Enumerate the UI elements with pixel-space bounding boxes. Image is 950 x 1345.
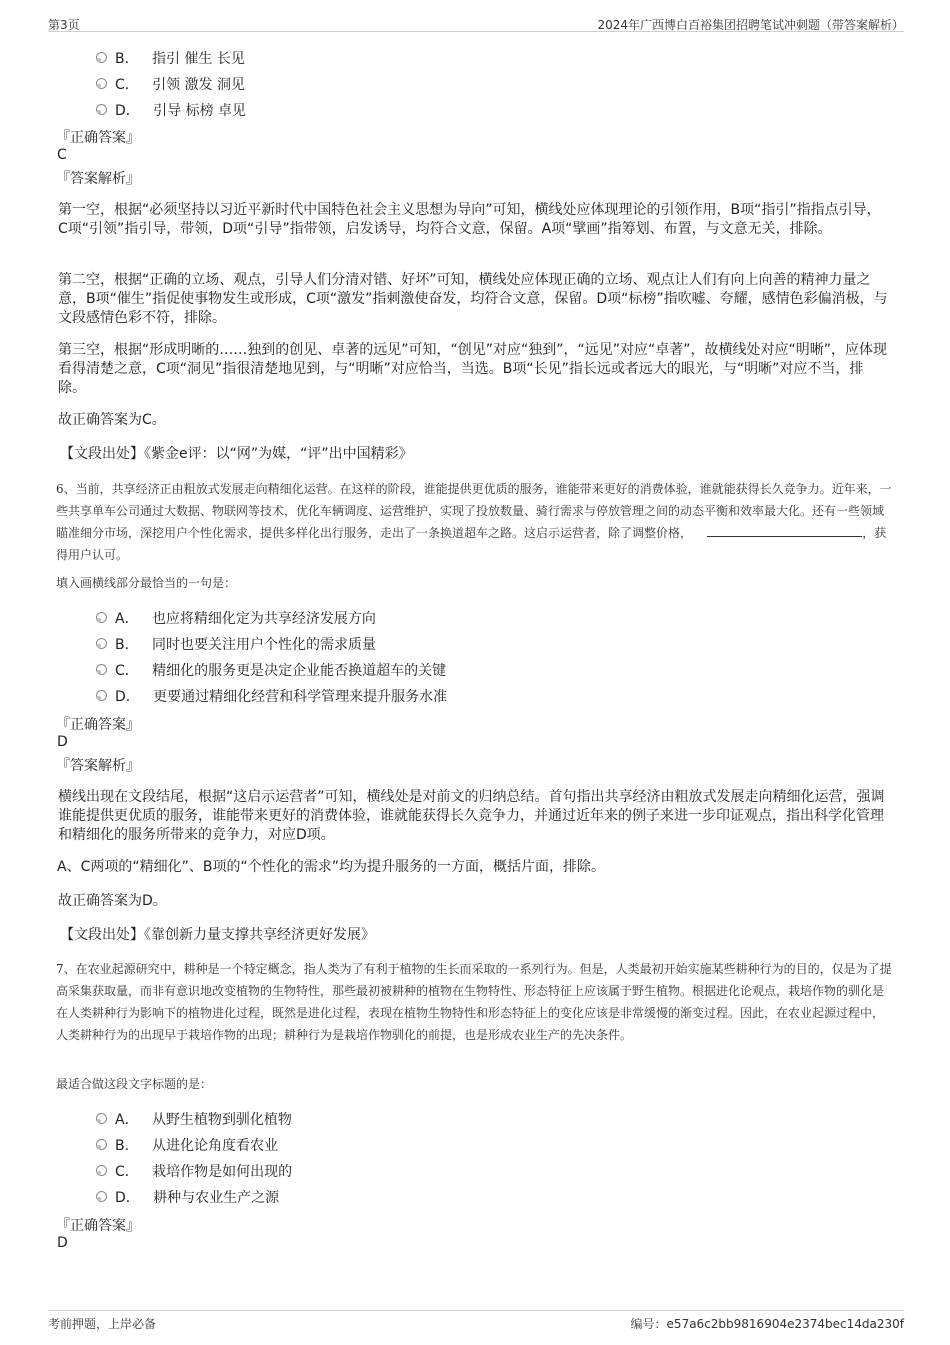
radio-icon[interactable]	[96, 690, 107, 701]
document-title: 2024年广西博白百裕集团招聘笔试冲刺题（带答案解析）	[597, 18, 904, 32]
q5-analysis-para-3: 第三空，根据“形成明晰的……独到的创见、卓著的远见”可知，“创见”对应“独到”，“远见”对应“卓著”，故横线处对应“明晰”，应体现看得清楚之意，C项“洞见”指很清楚地见到，与“明晰”对应恰当，当选。B项“长见”指长远或者远大的眼光，与“明晰”对应不当，排除。	[58, 342, 888, 396]
q7-answer-label: 『正确答案』	[56, 1218, 140, 1234]
q5-conclusion: 故正确答案为C。	[58, 412, 166, 428]
q5-analysis-para-1: 第一空，根据“必须坚持以习近平新时代中国特色社会主义思想为导向”可知，横线处应体现理论的引领作用，B项“指引”指指点引导，C项“引领”指引导，带领，D项“引导”指带领，启发诱导，均符合文意，保留。A项“擘画”指筹划、布置，与文意无关，排除。	[58, 202, 881, 237]
q7-prompt: 最适合做这段文字标题的是：	[56, 1077, 213, 1091]
q6-conclusion: 故正确答案为D。	[58, 893, 167, 909]
q6-stem: 6、当前，共享经济正由粗放式发展走向精细化运营。在这样的阶段，谁能提供更优质的服务，谁能带来更好的消费体验，谁就能获得长久竞争力。近年来，一些共享单车公司通过大数据、物联网等技术，优化车辆调度、运营维护，实现了投放数量、骑行需求与停放管理之间的动态平衡和效率最大化。还有一些领域瞄准细分市场，深挖用户个性化需求，提供多样化出行服务，走出了一条换道超车之路。这启示运营者，除了调整价格， ，获得用户认可。	[56, 482, 892, 562]
q7-stem: 7、在农业起源研究中，耕种是一个特定概念，指人类为了有利于植物的生长而采取的一系列行为。但是，人类最初开始实施某些耕种行为的目的，仅是为了提高采集获取量，而非有意识地改变植物的生物特性，那些最初被耕种的植物在生物特性、形态特征上应该属于野生植物。根据进化论观点，栽培作物的驯化是在人类耕种行为影响下的植物进化过程，既然是进化过程，表现在植物生物特性和形态特征上的变化应该是非常缓慢的渐变过程。因此，在农业起源过程中，人类耕种行为的出现早于栽培作物的出现；耕种行为是栽培作物驯化的前提，也是形成农业生产的先决条件。	[56, 962, 892, 1042]
q6-answer-label: 『正确答案』	[56, 717, 140, 733]
radio-icon[interactable]	[96, 664, 107, 675]
radio-icon[interactable]	[96, 78, 107, 89]
radio-icon[interactable]	[96, 1139, 107, 1150]
q5-source: 【文段出处】《紫金e评：以“网”为媒，“评”出中国精彩》	[60, 446, 413, 462]
radio-icon[interactable]	[96, 104, 107, 115]
page-number: 第3页	[48, 18, 80, 32]
radio-icon[interactable]	[96, 612, 107, 623]
q7-answer: D	[57, 1235, 68, 1251]
footer-slogan: 考前押题，上岸必备	[48, 1317, 157, 1331]
radio-icon[interactable]	[96, 52, 107, 63]
q6-answer: D	[57, 734, 68, 750]
q6-prompt: 填入画横线部分最恰当的一句是：	[56, 576, 237, 590]
answer-blank	[707, 525, 862, 537]
radio-icon[interactable]	[96, 638, 107, 649]
q5-analysis-label: 『答案解析』	[56, 171, 140, 187]
q6-analysis-para-1: 横线出现在文段结尾，根据“这启示运营者”可知，横线处是对前文的归纳总结。首句指出共享经济由粗放式发展走向精细化运营，强调谁能提供更优质的服务，谁能带来更好的消费体验，谁就能获得长久竞争力，并通过近年来的例子来进一步印证观点，指出科学化管理和精细化的服务所带来的竞争力，对应D项。	[58, 789, 885, 843]
q5-analysis-para-2: 第二空，根据“正确的立场、观点，引导人们分清对错、好坏”可知，横线处应体现正确的立场、观点让人们有向上向善的精神力量之意，B项“催生”指促使事物发生或形成，C项“激发”指刺激使奋发，均符合文意，保留。D项“标榜”指吹嘘、夸耀，感情色彩偏消极，与文段感情色彩不符，排除。	[58, 272, 888, 326]
q5-answer-label: 『正确答案』	[56, 130, 140, 146]
radio-icon[interactable]	[96, 1113, 107, 1124]
q6-source: 【文段出处】《靠创新力量支撑共享经济更好发展》	[60, 927, 375, 943]
document-id: 编号：e57a6c2bb9816904e2374bec14da230f	[630, 1317, 904, 1331]
q6-analysis-para-2: A、C两项的“精细化”、B项的“个性化的需求”均为提升服务的一方面，概括片面，排除。	[57, 859, 605, 875]
page-header	[48, 12, 904, 32]
page-footer	[48, 1310, 904, 1332]
radio-icon[interactable]	[96, 1191, 107, 1202]
q6-analysis-label: 『答案解析』	[56, 758, 140, 774]
radio-icon[interactable]	[96, 1165, 107, 1176]
q5-answer: C	[57, 147, 67, 163]
